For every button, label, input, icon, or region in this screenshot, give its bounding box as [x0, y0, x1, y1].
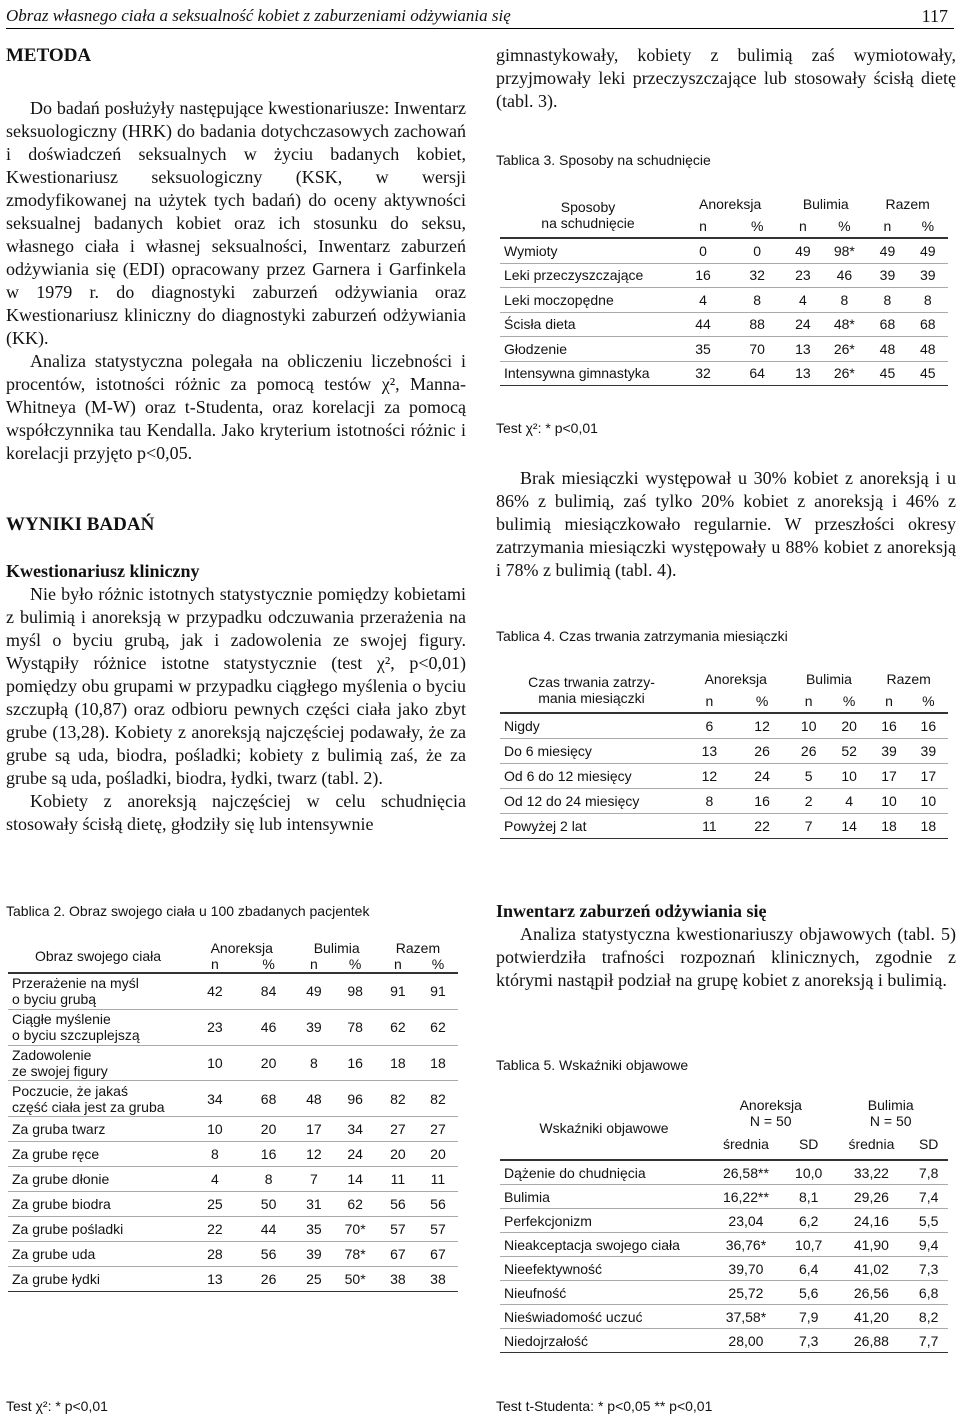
group-header: Anoreksja — [210, 940, 273, 956]
cell-value: 49 — [867, 238, 907, 263]
kk-paragraph-1: Nie było różnic istotnych statystycznie pomiędzy kobietami z bulimią i anoreksją w przypadku odczuwania przerażenia na myśl o byciu grubą, jak i zadowolenia ze swojej figury. Wystąpiły różnice istotne statystycznie (test χ², p<0,01) pomiędzy obu grupami w przypadku ciągłego myślenia o byciu szczupłą (10,87) oraz odbioru pewnych części ciała jako zbyt grube (13,28). Kobiety z anoreksją najczęściej podawały, że za grube są uda, biodra, pośladki; kobiety z bulimią zaś, że za grube są uda, pośladki, biodra, łydki, twarz (tabl. 2). — [6, 584, 466, 788]
table-row — [8, 1142, 458, 1167]
cell-value: 23,04 — [708, 1209, 784, 1233]
cell-value: 8,1 — [784, 1185, 834, 1209]
cell-value: 26,56 — [833, 1281, 909, 1305]
table-row — [500, 1209, 948, 1233]
subheader: n — [394, 956, 402, 972]
right-column-bottom — [496, 900, 956, 992]
table2 — [8, 940, 458, 1292]
cell-value: 20 — [829, 713, 869, 739]
cell-value: 10 — [788, 713, 828, 739]
cell-value: 62 — [378, 1009, 418, 1045]
table-row — [500, 312, 948, 337]
cell-value: 62 — [418, 1009, 458, 1045]
cell-value: 26 — [242, 1267, 296, 1292]
cell-value: 82 — [378, 1081, 418, 1117]
cell-value: 7 — [295, 1167, 332, 1192]
cell-value: 14 — [332, 1167, 378, 1192]
cell-value: 48 — [295, 1081, 332, 1117]
cell-value: 8 — [683, 789, 736, 814]
cell-value: 7 — [788, 814, 828, 839]
cell-value: 18 — [378, 1045, 418, 1081]
cell-value: 12 — [736, 713, 789, 739]
cell-value: 50 — [242, 1192, 296, 1217]
row-label: Przerażenie na myśl o byciu grubą — [8, 973, 188, 1009]
cell-value: 7,7 — [909, 1329, 948, 1353]
row-label: Głodzenie — [500, 337, 676, 362]
cell-value: 23 — [784, 263, 821, 288]
row-label: Dążenie do chudnięcia — [500, 1160, 708, 1185]
cell-value: 57 — [418, 1217, 458, 1242]
cell-value: 39,70 — [708, 1257, 784, 1281]
row-label: Nieświadomość uczuć — [500, 1305, 708, 1329]
cell-value: 8 — [188, 1142, 242, 1167]
cell-value: 4 — [676, 288, 730, 313]
table5 — [500, 1097, 948, 1353]
cell-value: 22 — [188, 1217, 242, 1242]
group-header: Bulimia — [805, 671, 852, 687]
cell-value: 8 — [908, 288, 948, 313]
cell-value: 44 — [676, 312, 730, 337]
row-label: Niedojrzałość — [500, 1329, 708, 1353]
cell-value: 70* — [332, 1217, 378, 1242]
cell-value: 8 — [867, 288, 907, 313]
cell-value: 6 — [683, 713, 736, 739]
table-row — [8, 973, 458, 1009]
cell-value: 14 — [829, 814, 869, 839]
cell-value: 16 — [909, 713, 948, 739]
cell-value: 39 — [869, 739, 908, 764]
cell-value: 0 — [676, 238, 730, 263]
subheader: n — [210, 956, 219, 972]
cell-value: 6,4 — [784, 1257, 834, 1281]
cell-value: 2 — [788, 789, 828, 814]
table-row — [8, 1242, 458, 1267]
row-label: Nieufność — [500, 1281, 708, 1305]
row-header: Wskaźniki objawowe — [539, 1120, 669, 1136]
cell-value: 57 — [378, 1217, 418, 1242]
cell-value: 35 — [295, 1217, 332, 1242]
metoda-paragraph-1: Do badań posłużyły następujące kwestionariusze: Inwentarz seksuologiczny (HRK) do badania dotychczasowych zachowań i doświadczeń seksualnych w życiu badanych kobiet, Kwestionariusz seksuologiczny (KSK, w wersji zmodyfikowanej na użytek tych badań) do oceny aktywności seksualnej badanych kobiet oraz ich stosunku do seksu, własnego ciała i własnej seksualności, Inwentarz zaburzeń odżywiania się (EDI) opracowany przez Garnera i Garfinkela w 1979 r. do diagnostyki zaburzeń odżywiania oraz Kwestionariusz kliniczny do diagnostyki zaburzeń odżywiania (KK). — [6, 98, 466, 348]
cell-value: 45 — [908, 361, 948, 386]
subheader: % — [922, 693, 935, 709]
cell-value: 27 — [418, 1117, 458, 1142]
table5-caption: Tablica 5. Wskaźniki objawowe — [496, 1057, 689, 1073]
row-label: Zadowolenie ze swojej figury — [8, 1045, 188, 1081]
cell-value: 50* — [332, 1267, 378, 1292]
cell-value: 20 — [242, 1117, 296, 1142]
cell-value: 96 — [332, 1081, 378, 1117]
subheader: n — [699, 218, 707, 234]
cell-value: 35 — [676, 337, 730, 362]
table2-note: Test χ²: * p<0,01 — [6, 1398, 108, 1414]
cell-value: 10 — [188, 1045, 242, 1081]
cell-value: 8,2 — [909, 1305, 948, 1329]
right-continuation-paragraph: gimnastykowały, kobiety z bulimią zaś wymiotowały, przyjmowały leki przeczyszczające lub stosowały ścisłą dietę (tabl. 3). — [496, 45, 956, 111]
group-header: Bulimia — [802, 196, 849, 212]
cell-value: 10 — [188, 1117, 242, 1142]
cell-value: 37,58* — [708, 1305, 784, 1329]
cell-value: 46 — [821, 263, 867, 288]
cell-value: 26* — [821, 361, 867, 386]
group-header: Razem — [395, 940, 441, 956]
cell-value: 67 — [378, 1242, 418, 1267]
table-row — [8, 1192, 458, 1217]
table-row — [500, 739, 948, 764]
table-row — [8, 1045, 458, 1081]
group-header: Anoreksja N = 50 — [739, 1097, 802, 1129]
cell-value: 39 — [908, 263, 948, 288]
cell-value: 16 — [332, 1045, 378, 1081]
cell-value: 4 — [188, 1167, 242, 1192]
row-label: Nigdy — [500, 713, 683, 739]
cell-value: 39 — [295, 1242, 332, 1267]
row-label: Ścisła dieta — [500, 312, 676, 337]
cell-value: 68 — [242, 1081, 296, 1117]
row-label: Poczucie, że jakaś część ciała jest za gruba — [8, 1081, 188, 1117]
group-header: Anoreksja — [704, 671, 767, 687]
cell-value: 98 — [332, 973, 378, 1009]
row-label: Za grube łydki — [8, 1267, 188, 1292]
table5-note: Test t-Studenta: * p<0,05 ** p<0,01 — [496, 1398, 713, 1414]
table-row — [500, 1281, 948, 1305]
cell-value: 25 — [188, 1192, 242, 1217]
left-column — [6, 44, 466, 836]
cell-value: 64 — [730, 361, 784, 386]
wyniki-heading: WYNIKI BADAŃ — [6, 514, 155, 535]
cell-value: 32 — [730, 263, 784, 288]
cell-value: 18 — [909, 814, 948, 839]
cell-value: 56 — [418, 1192, 458, 1217]
cell-value: 42 — [188, 973, 242, 1009]
table4 — [500, 668, 948, 839]
cell-value: 7,9 — [784, 1305, 834, 1329]
cell-value: 7,3 — [784, 1329, 834, 1353]
cell-value: 6,8 — [909, 1281, 948, 1305]
cell-value: 9,4 — [909, 1233, 948, 1257]
table-row — [8, 1009, 458, 1045]
subheader: n — [804, 693, 813, 709]
table-row — [500, 764, 948, 789]
cell-value: 5 — [788, 764, 828, 789]
cell-value: 13 — [784, 361, 821, 386]
cell-value: 10,0 — [784, 1160, 834, 1185]
row-header: Czas trwania zatrzy- mania miesiączki — [528, 674, 655, 706]
table-row — [500, 1160, 948, 1185]
group-header: Bulimia N = 50 — [867, 1097, 914, 1129]
table-row — [500, 238, 948, 263]
cell-value: 10,7 — [784, 1233, 834, 1257]
row-header: Sposoby na schudnięcie — [541, 199, 635, 231]
cell-value: 8 — [242, 1167, 296, 1192]
row-label: Za grube biodra — [8, 1192, 188, 1217]
row-label: Nieakceptacja swojego ciała — [500, 1233, 708, 1257]
kk-paragraph-2: Kobiety z anoreksją najczęściej w celu schudnięcia stosowały ścisłą dietę, głodziły się lub intensywnie — [6, 791, 466, 834]
subheader: % — [750, 218, 764, 234]
subheader: n — [883, 218, 892, 234]
cell-value: 49 — [784, 238, 821, 263]
cell-value: 62 — [332, 1192, 378, 1217]
metoda-heading: METODA — [6, 45, 92, 66]
row-label: Perfekcjonizm — [500, 1209, 708, 1233]
row-label: Do 6 miesięcy — [500, 739, 683, 764]
running-title: Obraz własnego ciała a seksualność kobiet z zaburzeniami odżywiania się — [6, 6, 511, 25]
cell-value: 38 — [378, 1267, 418, 1292]
cell-value: 26* — [821, 337, 867, 362]
running-header — [6, 6, 954, 29]
cell-value: 91 — [418, 973, 458, 1009]
cell-value: 7,3 — [909, 1257, 948, 1281]
table-row — [500, 1257, 948, 1281]
cell-value: 20 — [418, 1142, 458, 1167]
cell-value: 84 — [242, 973, 296, 1009]
table-row — [500, 1329, 948, 1353]
cell-value: 16 — [736, 789, 789, 814]
cell-value: 28 — [188, 1242, 242, 1267]
cell-value: 16 — [676, 263, 730, 288]
subheader: % — [842, 693, 856, 709]
cell-value: 23 — [188, 1009, 242, 1045]
cell-value: 5,5 — [909, 1209, 948, 1233]
cell-value: 4 — [829, 789, 869, 814]
row-label: Leki przeczyszczające — [500, 263, 676, 288]
cell-value: 41,02 — [833, 1257, 909, 1281]
right-column-mid — [496, 467, 956, 582]
cell-value: 18 — [418, 1045, 458, 1081]
cell-value: 17 — [869, 764, 908, 789]
metoda-paragraph-2: Analiza statystyczna polegała na obliczeniu liczebności i procentów, istotności różnic za pomocą testów χ², Manna-Whitneya (M-W) oraz t-Studenta, oraz korelacji za pomocą współczynnika tau Kendalla. Jako kryterium istotności różnic i korelacji przyjęto p<0,05. — [6, 351, 466, 463]
subheader: % — [431, 956, 445, 972]
table-row — [500, 1233, 948, 1257]
cell-value: 25 — [295, 1267, 332, 1292]
cell-value: 46 — [242, 1009, 296, 1045]
cell-value: 36,76* — [708, 1233, 784, 1257]
cell-value: 45 — [867, 361, 907, 386]
row-label: Od 12 do 24 miesięcy — [500, 789, 683, 814]
cell-value: 0 — [730, 238, 784, 263]
cell-value: 11 — [418, 1167, 458, 1192]
cell-value: 25,72 — [708, 1281, 784, 1305]
subheader: n — [885, 693, 893, 709]
cell-value: 32 — [676, 361, 730, 386]
subheader: % — [838, 218, 851, 234]
cell-value: 26,88 — [833, 1329, 909, 1353]
table3 — [500, 193, 948, 386]
table-row — [8, 1081, 458, 1117]
cell-value: 78* — [332, 1242, 378, 1267]
table-row — [500, 337, 948, 362]
cell-value: 20 — [378, 1142, 418, 1167]
table-row — [500, 361, 948, 386]
cell-value: 18 — [869, 814, 908, 839]
cell-value: 34 — [188, 1081, 242, 1117]
table-row — [500, 1305, 948, 1329]
cell-value: 34 — [332, 1117, 378, 1142]
row-header: Obraz swojego ciała — [34, 948, 162, 964]
cell-value: 11 — [378, 1167, 418, 1192]
cell-value: 10 — [909, 789, 948, 814]
cell-value: 24 — [784, 312, 821, 337]
subheader: n — [798, 218, 807, 234]
edi-heading: Inwentarz zaburzeń odżywiania się — [496, 901, 767, 921]
cell-value: 17 — [909, 764, 948, 789]
table-row — [500, 263, 948, 288]
cell-value: 20 — [242, 1045, 296, 1081]
cell-value: 27 — [378, 1117, 418, 1142]
cell-value: 12 — [295, 1142, 332, 1167]
edi-paragraph: Analiza statystyczna kwestionariuszy objawowych (tabl. 5) potwierdziła trafności rozpoznań klinicznych, zgodnie z którymi nastąpił podział na grupę kobiet z anoreksją i bulimią. — [496, 924, 956, 990]
cell-value: 16 — [869, 713, 908, 739]
row-label: Wymioty — [500, 238, 676, 263]
subheader: SD — [798, 1136, 819, 1152]
row-label: Od 6 do 12 miesięcy — [500, 764, 683, 789]
table-row — [8, 1217, 458, 1242]
row-label: Nieefektywność — [500, 1257, 708, 1281]
subheader: % — [755, 693, 769, 709]
subheader: n — [705, 693, 714, 709]
cell-value: 28,00 — [708, 1329, 784, 1353]
cell-value: 17 — [295, 1117, 332, 1142]
cell-value: 7,8 — [909, 1160, 948, 1185]
cell-value: 48 — [867, 337, 907, 362]
cell-value: 38 — [418, 1267, 458, 1292]
cell-value: 8 — [295, 1045, 332, 1081]
subheader: średnia — [722, 1136, 769, 1152]
cell-value: 56 — [242, 1242, 296, 1267]
cell-value: 16,22** — [708, 1185, 784, 1209]
row-label: Ciągłe myślenie o byciu szczuplejszą — [8, 1009, 188, 1045]
cell-value: 68 — [908, 312, 948, 337]
cell-value: 7,4 — [909, 1185, 948, 1209]
cell-value: 24,16 — [833, 1209, 909, 1233]
cell-value: 49 — [295, 973, 332, 1009]
cell-value: 6,2 — [784, 1209, 834, 1233]
kk-heading: Kwestionariusz kliniczny — [6, 561, 200, 581]
subheader: % — [921, 218, 935, 234]
group-header: Razem — [885, 196, 930, 212]
cell-value: 16 — [242, 1142, 296, 1167]
cell-value: 67 — [418, 1242, 458, 1267]
table-row — [500, 1185, 948, 1209]
table3-note: Test χ²: * p<0,01 — [496, 420, 598, 436]
cell-value: 41,90 — [833, 1233, 909, 1257]
row-label: Intensywna gimnastyka — [500, 361, 676, 386]
cell-value: 26 — [788, 739, 828, 764]
table-row — [500, 789, 948, 814]
cell-value: 31 — [295, 1192, 332, 1217]
cell-value: 91 — [378, 973, 418, 1009]
group-header: Anoreksja — [698, 196, 762, 212]
cell-value: 41,20 — [833, 1305, 909, 1329]
cell-value: 39 — [867, 263, 907, 288]
cell-value: 78 — [332, 1009, 378, 1045]
cell-value: 39 — [295, 1009, 332, 1045]
page-number: 117 — [921, 6, 948, 26]
cell-value: 24 — [332, 1142, 378, 1167]
cell-value: 13 — [784, 337, 821, 362]
table-row — [500, 814, 948, 839]
row-label: Powyżej 2 lat — [500, 814, 683, 839]
subheader: SD — [918, 1136, 939, 1152]
table-row — [500, 288, 948, 313]
group-header: Bulimia — [313, 940, 360, 956]
cell-value: 26 — [736, 739, 789, 764]
table-row — [8, 1167, 458, 1192]
cell-value: 70 — [730, 337, 784, 362]
cell-value: 13 — [683, 739, 736, 764]
cell-value: 5,6 — [784, 1281, 834, 1305]
cell-value: 11 — [683, 814, 736, 839]
table2-caption: Tablica 2. Obraz swojego ciała u 100 zbadanych pacjentek — [6, 903, 370, 919]
cell-value: 48 — [908, 337, 948, 362]
cell-value: 82 — [418, 1081, 458, 1117]
table-row — [8, 1117, 458, 1142]
cell-value: 56 — [378, 1192, 418, 1217]
row-label: Za grube ręce — [8, 1142, 188, 1167]
cell-value: 33,22 — [833, 1160, 909, 1185]
row-label: Za grube uda — [8, 1242, 188, 1267]
table-row — [500, 713, 948, 739]
cell-value: 48* — [821, 312, 867, 337]
cell-value: 8 — [821, 288, 867, 313]
cell-value: 44 — [242, 1217, 296, 1242]
cell-value: 10 — [829, 764, 869, 789]
table-row — [8, 1267, 458, 1292]
row-label: Za grube pośladki — [8, 1217, 188, 1242]
subheader: n — [310, 956, 318, 972]
cell-value: 12 — [683, 764, 736, 789]
cell-value: 88 — [730, 312, 784, 337]
cell-value: 26,58** — [708, 1160, 784, 1185]
cell-value: 4 — [784, 288, 821, 313]
right-column-top — [496, 44, 956, 113]
cell-value: 22 — [736, 814, 789, 839]
subheader: % — [262, 956, 275, 972]
cell-value: 13 — [188, 1267, 242, 1292]
cell-value: 24 — [736, 764, 789, 789]
table3-caption: Tablica 3. Sposoby na schudnięcie — [496, 152, 711, 168]
cell-value: 29,26 — [833, 1185, 909, 1209]
row-label: Leki moczopędne — [500, 288, 676, 313]
cell-value: 39 — [909, 739, 948, 764]
subheader: średnia — [848, 1136, 895, 1152]
row-label: Bulimia — [500, 1185, 708, 1209]
subheader: % — [348, 956, 362, 972]
row-label: Za gruba twarz — [8, 1117, 188, 1142]
cell-value: 8 — [730, 288, 784, 313]
cell-value: 68 — [867, 312, 907, 337]
group-header: Razem — [886, 671, 931, 687]
cell-value: 10 — [869, 789, 908, 814]
cell-value: 98* — [821, 238, 867, 263]
row-label: Za grube dłonie — [8, 1167, 188, 1192]
cell-value: 49 — [908, 238, 948, 263]
brak-paragraph: Brak miesiączki występował u 30% kobiet z anoreksją i u 86% z bulimią, zaś tylko 20% kobiet z anoreksją i 46% z bulimią miesiączkowało regularnie. W przeszłości okresy zatrzymania miesiączki występowały u 88% kobiet z anoreksją i 78% z bulimią (tabl. 4). — [496, 468, 956, 580]
table4-caption: Tablica 4. Czas trwania zatrzymania miesiączki — [496, 628, 788, 644]
cell-value: 52 — [829, 739, 869, 764]
